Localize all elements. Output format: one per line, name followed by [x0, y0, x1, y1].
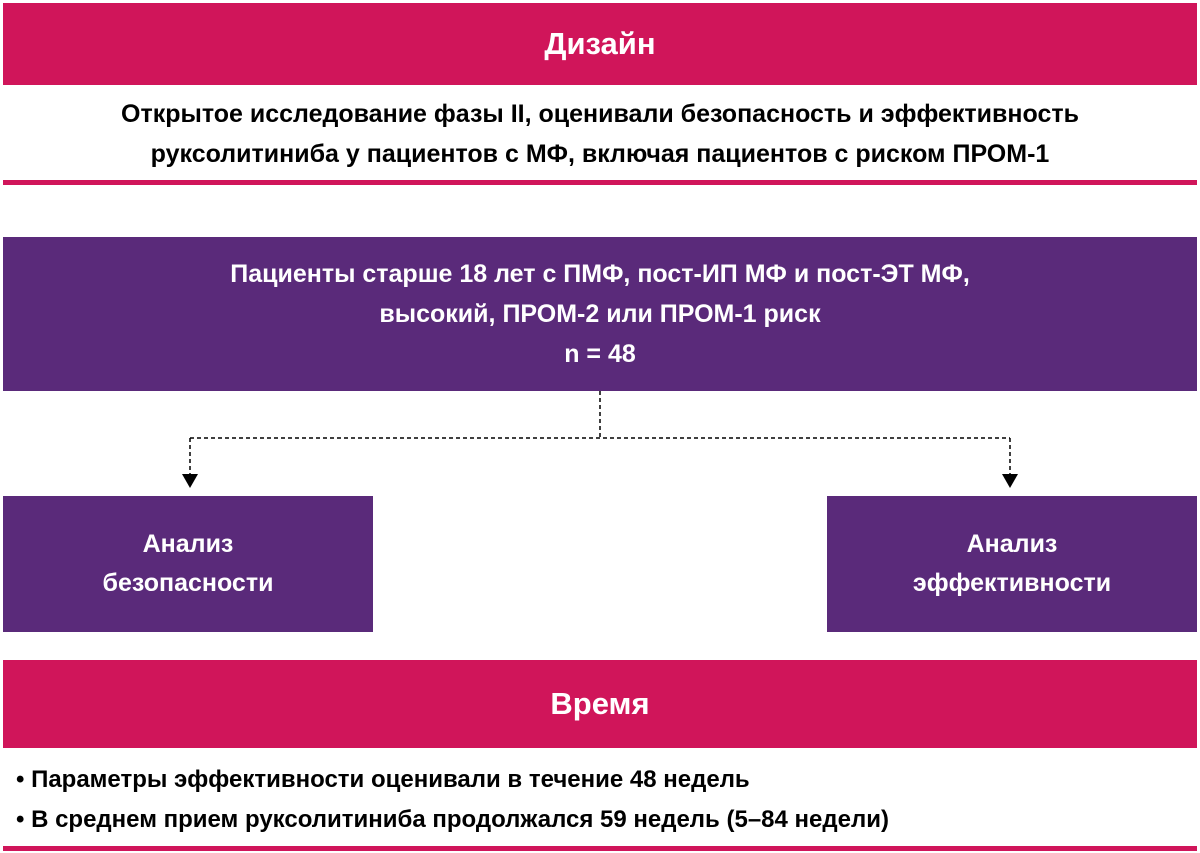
safety-analysis-line: Анализ	[142, 530, 234, 558]
list-item: • В среднем прием руксолитиниба продолжался 59 недель (5–84 недели)	[16, 806, 889, 833]
efficacy-analysis-box	[827, 496, 1197, 632]
design-line: руксолитиниба у пациентов с МФ, включая пациентов с риском ПРОМ-1	[150, 140, 1050, 168]
population-line: Пациенты старше 18 лет с ПМФ, пост-ИП МФ и пост-ЭТ МФ,	[230, 260, 970, 288]
population-line: высокий, ПРОМ-2 или ПРОМ-1 риск	[379, 300, 821, 328]
efficacy-analysis-line: эффективности	[912, 569, 1112, 597]
design-line: Открытое исследование фазы II, оценивали безопасность и эффективность	[121, 100, 1079, 128]
arrow-down-icon	[1002, 474, 1018, 488]
list-item: • Параметры эффективности оценивали в течение 48 недель	[16, 766, 750, 793]
timing-bullets	[16, 760, 889, 840]
timing-header-label: Время	[550, 686, 650, 721]
design-header-label: Дизайн	[544, 26, 656, 61]
efficacy-analysis-line: Анализ	[966, 530, 1058, 558]
timing-divider	[3, 846, 1197, 851]
safety-analysis-line: безопасности	[102, 569, 274, 597]
timing-header	[3, 660, 1197, 748]
safety-analysis-box	[3, 496, 373, 632]
population-n: n = 48	[564, 340, 636, 368]
arrow-down-icon	[182, 474, 198, 488]
